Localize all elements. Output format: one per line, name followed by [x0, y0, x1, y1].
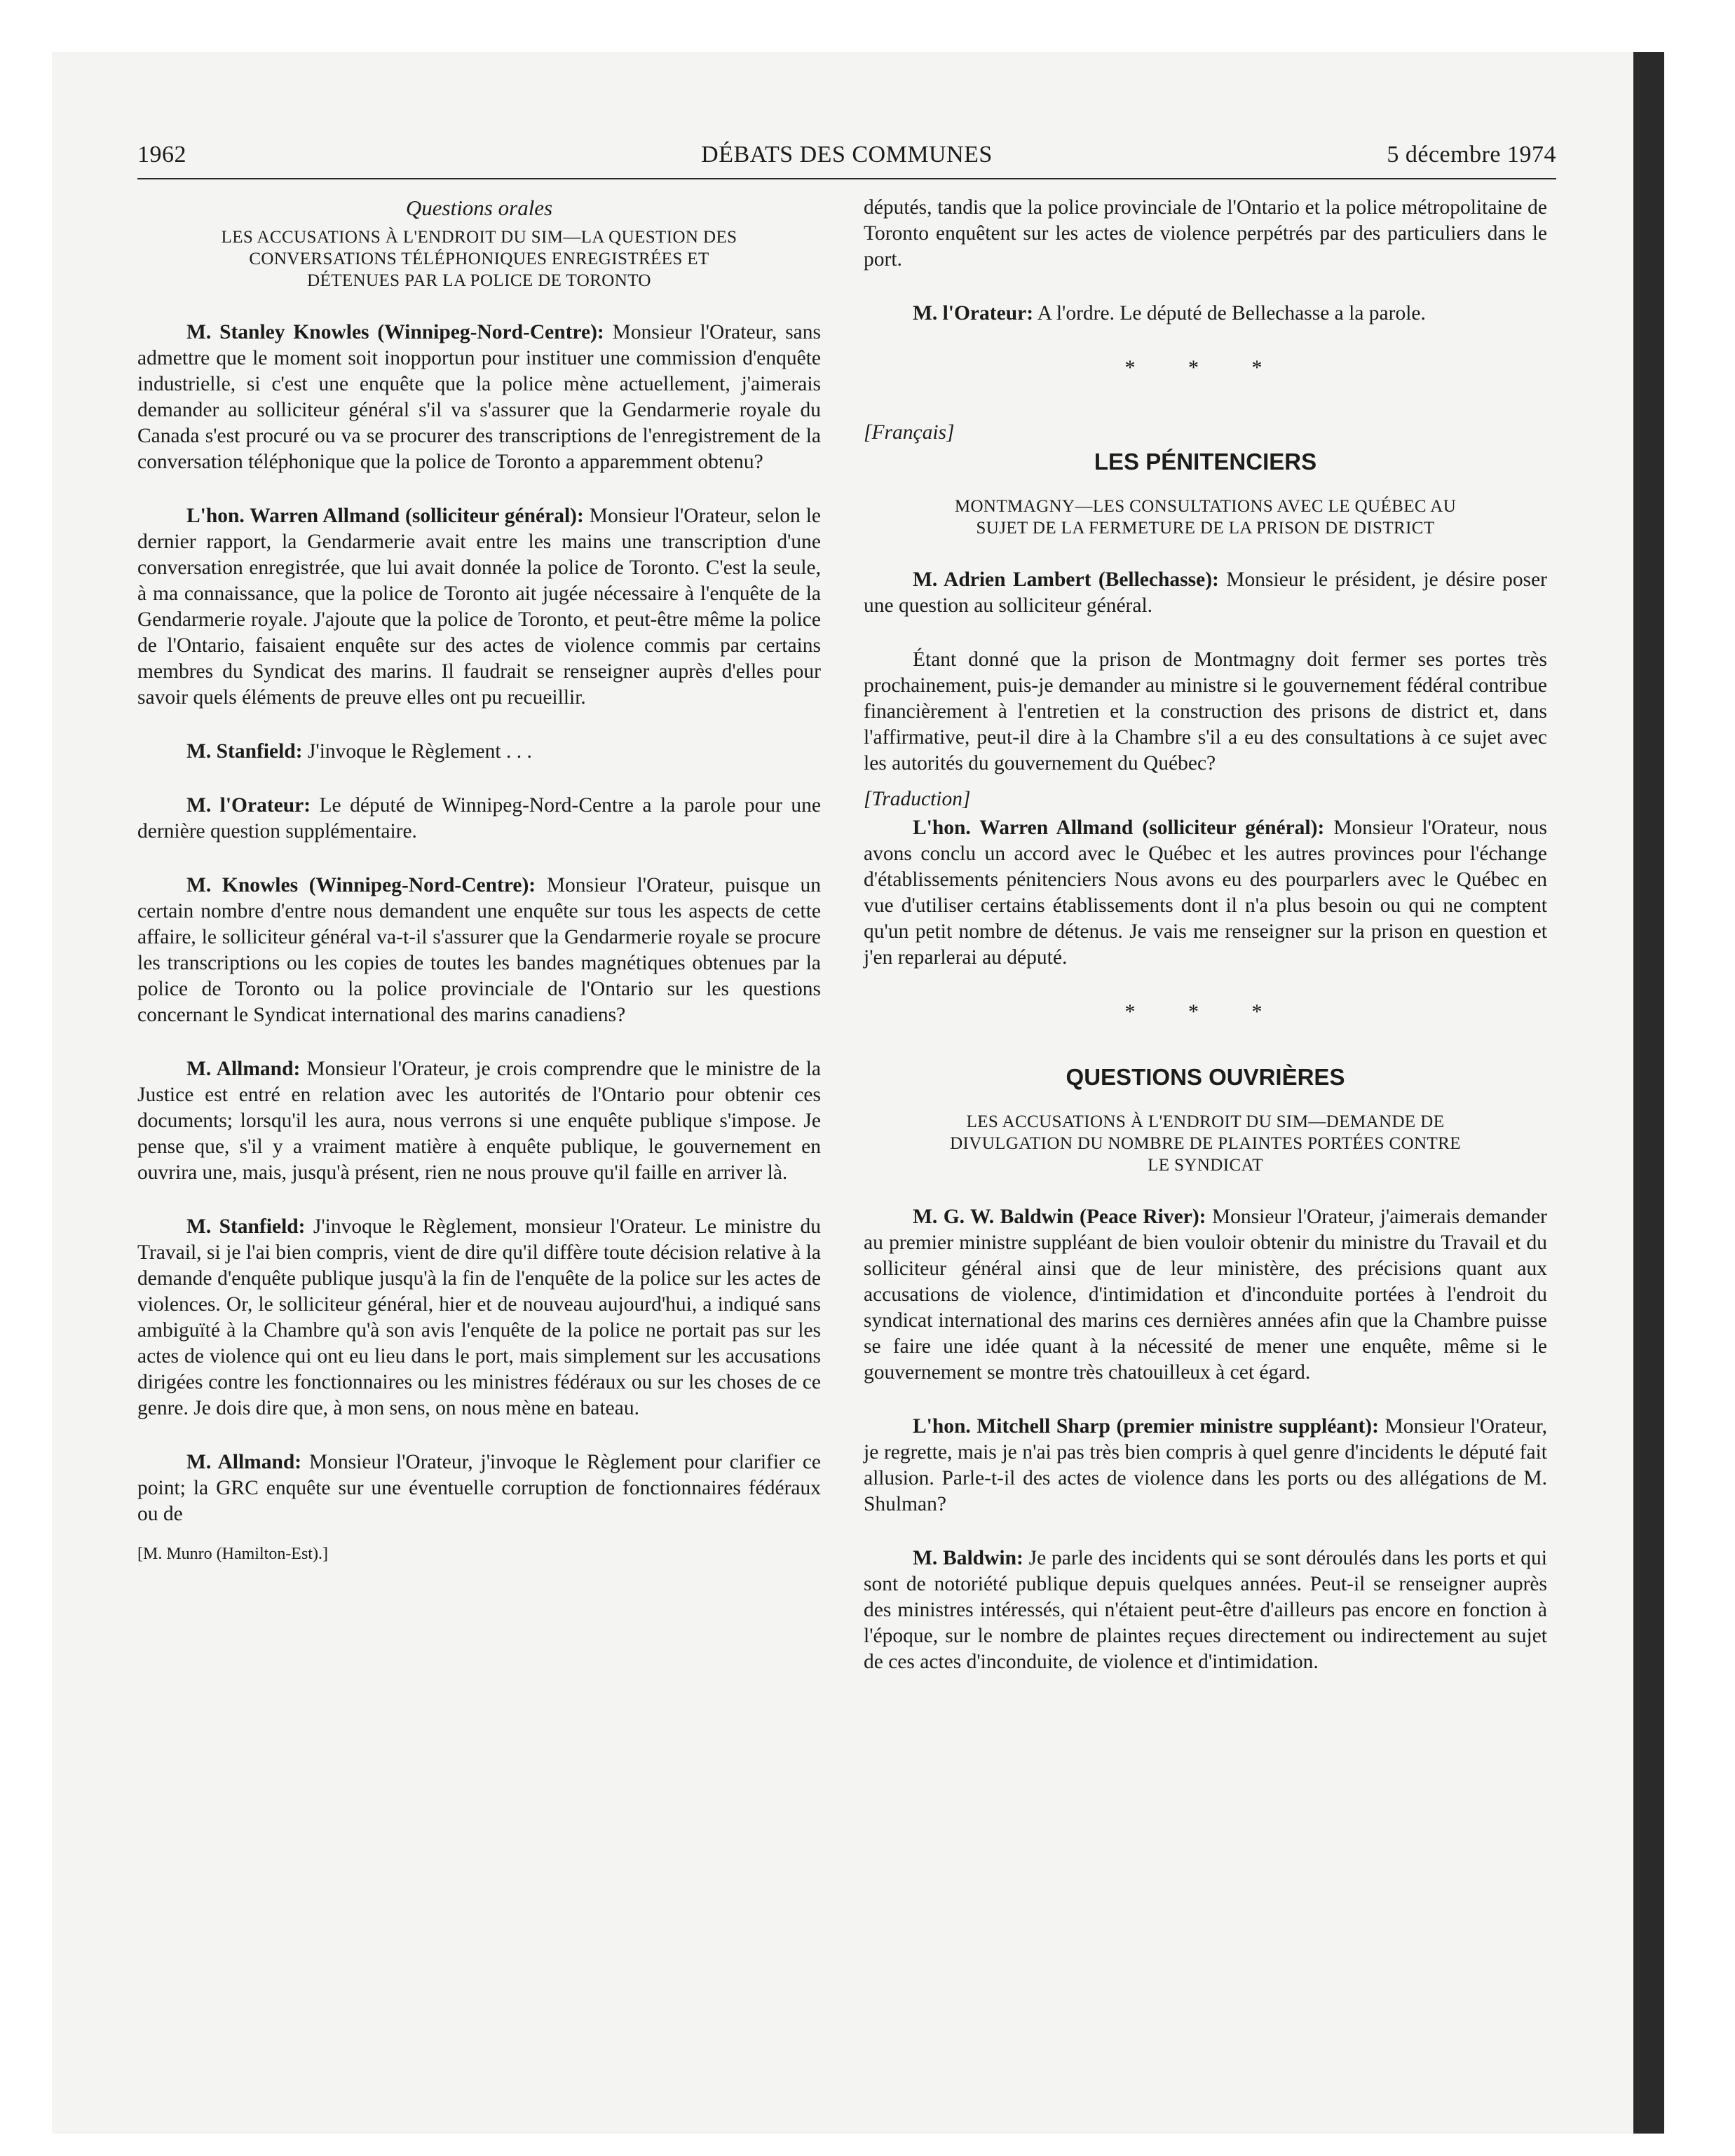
speech-paragraph	[137, 1449, 821, 1527]
page-header	[137, 139, 1556, 179]
speech-paragraph	[864, 567, 1547, 619]
language-marker: [Traduction]	[864, 788, 971, 810]
heading-line: DIVULGATION DU NOMBRE DE PLAINTES PORTÉES CONTRE	[950, 1134, 1461, 1153]
speech-text: Monsieur l'Orateur, j'aimerais demander au premier ministre suppléant de bien vouloir obtenir du ministre du Travail et du solliciteur général ainsi que de leur ministère, des précisions quant aux accusations de violence, d'intimidation et d'inconduite portées à l'endroit du syndicat international des marins ces dernières années afin que la Chambre puisse se faire une idée quant à la nécessité de mener une enquête, même si le gouvernement se montre très chatouilleux à cet égard.	[864, 1206, 1547, 1384]
continuation-paragraph: députés, tandis que la police provinciale de l'Ontario et la police métropolitaine de Toronto enquêtent sur les actes de violence perpétrés par des particuliers dans le port.	[864, 196, 1547, 271]
section-separator: * * *	[1124, 356, 1286, 379]
scan-edge	[1633, 52, 1664, 2134]
speaker-name: M. l'Orateur:	[186, 794, 311, 817]
speech-paragraph	[137, 873, 821, 1028]
left-column	[137, 195, 821, 1567]
speech-text: Monsieur l'Orateur, je regrette, mais je n'ai pas très bien compris à quel genre d'incidents le député fait allusion. Parle-t-il des actes de violence dans les ports ou des allégations de M. Shulman?	[864, 1415, 1547, 1515]
speech-paragraph	[137, 1056, 821, 1186]
heading-line: SUJET DE LA FERMETURE DE LA PRISON DE DISTRICT	[976, 519, 1435, 538]
page-date: 5 décembre 1974	[1387, 142, 1556, 168]
speech-text: Monsieur l'Orateur, sans admettre que le moment soit inopportun pour instituer une commission d'enquête industrielle, si c'est une enquête que la police mène actuellement, j'aimerais demander au solliciteur général s'il va s'assurer que la Gendarmerie royale du Canada s'est procuré ou va se procurer des transcriptions de l'enregistrement de la conversation téléphonique que la police de Toronto a apparemment obtenu?	[137, 321, 821, 473]
speaker-name: M. Stanley Knowles (Winnipeg-Nord-Centre):	[186, 321, 604, 343]
heading-line: CONVERSATIONS TÉLÉPHONIQUES ENREGISTRÉES ET	[249, 250, 709, 268]
speech-paragraph	[137, 739, 821, 765]
speaker-name: M. Allmand:	[186, 1058, 301, 1080]
speaker-name: M. Knowles (Winnipeg-Nord-Centre):	[186, 874, 536, 896]
speaker-name: M. Stanfield:	[186, 740, 303, 763]
speaker-name: M. Baldwin:	[913, 1547, 1023, 1569]
section-subtitle: Questions orales	[405, 196, 553, 220]
speech-paragraph	[864, 1546, 1547, 1675]
speech-text: Monsieur l'Orateur, selon le dernier rapport, la Gendarmerie avait entre les mains une transcription d'une conversation enregistrée, que lui avait donnée la police de Toronto. C'est la seule, à ma connaissance, que la police de Toronto ait jugée nécessaire à l'enquête de la Gendarmerie royale. J'ajoute que la police de Toronto, et peut-être même la police de l'Ontario, faisaient enquête sur des actes de violence commis par certains membres du Syndicat des marins. Il faudrait se renseigner auprès d'elles pour savoir quels éléments de preuve elles ont pu recueillir.	[137, 505, 821, 709]
language-marker: [Français]	[864, 421, 955, 444]
speech-text: J'invoque le Règlement . . .	[302, 740, 532, 763]
column-footnote: [M. Munro (Hamilton-Est).]	[137, 1545, 328, 1563]
heading-line: LES ACCUSATIONS À L'ENDROIT DU SIM—LA QUESTION DES	[221, 228, 737, 247]
speech-text: A l'ordre. Le député de Bellechasse a la parole.	[1033, 302, 1426, 325]
speaker-name: M. Stanfield:	[186, 1215, 306, 1238]
page-number: 1962	[137, 142, 186, 168]
section-title: QUESTIONS OUVRIÈRES	[1066, 1064, 1345, 1090]
heading-line: DÉTENUES PAR LA POLICE DE TORONTO	[307, 271, 651, 290]
heading-line: MONTMAGNY—LES CONSULTATIONS AVEC LE QUÉBEC AU	[954, 497, 1457, 516]
speech-paragraph	[864, 1414, 1547, 1517]
section-title: LES PÉNITENCIERS	[1094, 449, 1317, 475]
speech-text: Monsieur le président, je désire poser une question au solliciteur général.	[864, 568, 1547, 617]
speaker-name: M. l'Orateur:	[913, 302, 1034, 325]
speech-paragraph	[864, 815, 1547, 971]
section-separator: * * *	[1124, 1000, 1286, 1023]
topic-heading	[864, 1111, 1547, 1176]
speech-text: Monsieur l'Orateur, nous avons conclu un accord avec le Québec et les autres provinces pour l'échange d'établissements pénitenciers Nous avons eu des pourparlers avec le Québec en vue d'utiliser certains établissements dont il n'a plus besoin ou qui ne comptent qu'un petit nombre de détenus. Je vais me renseigner sur la prison en question et j'en reparlerai au député.	[864, 817, 1548, 969]
speaker-name: L'hon. Warren Allmand (solliciteur général):	[186, 505, 584, 527]
speech-paragraph	[137, 503, 821, 711]
speech-paragraph	[137, 1214, 821, 1421]
speech-text: J'invoque le Règlement, monsieur l'Orateur. Le ministre du Travail, si je l'ai bien compris, vient de dire qu'il diffère toute décision relative à la demande d'enquête publique jusqu'à la fin de l'enquête de la police sur les actes de violences. Or, le solliciteur général, hier et de nouveau aujourd'hui, a indiqué sans ambiguïté à la Chambre qu'à son avis l'enquête de la police ne portait pas sur les actes de violence qui ont eu lieu dans le port, mais simplement sur les accusations dirigées contre les fonctionnaires ou les ministres fédéraux ou sur les choses de ce genre. Je dois dire que, à mon sens, on nous mène en bateau.	[137, 1215, 821, 1419]
topic-heading	[137, 226, 821, 292]
speaker-name: L'hon. Mitchell Sharp (premier ministre suppléant):	[913, 1415, 1379, 1438]
heading-line: LES ACCUSATIONS À L'ENDROIT DU SIM—DEMANDE DE	[966, 1112, 1445, 1131]
speech-text: Monsieur l'Orateur, puisque un certain nombre d'entre nous demandent une enquête sur tous les aspects de cette affaire, le solliciteur général va-t-il s'assurer que la Gendarmerie royale se procure les transcriptions ou les copies de toutes les bandes magnétiques obtenues par la police de Toronto ou la police provinciale de l'Ontario sur les questions concernant le Syndicat international des marins canadiens?	[137, 874, 821, 1026]
speaker-name: M. Allmand:	[186, 1451, 302, 1473]
speaker-name: M. Adrien Lambert (Bellechasse):	[913, 568, 1219, 591]
speech-text: Monsieur l'Orateur, j'invoque le Règlement pour clarifier ce point; la GRC enquête sur une éventuelle corruption de fonctionnaires fédéraux ou de	[137, 1451, 822, 1525]
speech-paragraph	[864, 301, 1547, 327]
speech-paragraph	[137, 320, 821, 475]
right-column	[864, 195, 1547, 1703]
speech-paragraph	[864, 1204, 1547, 1386]
speech-text: Monsieur l'Orateur, je crois comprendre que le ministre de la Justice est entré en relation avec les autorités de l'Ontario pour obtenir ces documents; lorsqu'il les aura, nous verrons si une enquête publique s'impose. Je pense que, s'il y a vraiment matière à enquête publique, le gouvernement en ouvrira une, mais, jusqu'à présent, rien ne nous prouve qu'il faille en arriver là.	[137, 1058, 821, 1184]
speech-text: Le député de Winnipeg-Nord-Centre a la parole pour une dernière question supplémentaire.	[137, 794, 821, 842]
speech-text: Je parle des incidents qui se sont déroulés dans les ports et qui sont de notoriété publique depuis quelques années. Peut-il se renseigner auprès des ministres intéressés, qui n'étaient peut-être d'ailleurs pas encore en fonction à l'époque, sur le nombre de plaintes reçues directement ou indirectement au sujet de ces actes d'inconduite, de violence et d'intimidation.	[864, 1547, 1547, 1673]
heading-line: LE SYNDICAT	[1148, 1156, 1263, 1175]
speech-paragraph: Étant donné que la prison de Montmagny doit fermer ses portes très prochainement, puis-je demander au ministre si le gouvernement fédéral contribue financièrement à l'entretien et la construction des prisons de district et, dans l'affirmative, peut-il dire à la Chambre s'il a eu des consultations à ce sujet avec les autorités du gouvernement du Québec?	[864, 648, 1547, 775]
speech-paragraph	[137, 793, 821, 845]
speaker-name: M. G. W. Baldwin (Peace River):	[913, 1206, 1206, 1228]
speaker-name: L'hon. Warren Allmand (solliciteur général):	[913, 817, 1325, 839]
topic-heading	[864, 496, 1547, 539]
publication-title: DÉBATS DES COMMUNES	[701, 142, 993, 168]
